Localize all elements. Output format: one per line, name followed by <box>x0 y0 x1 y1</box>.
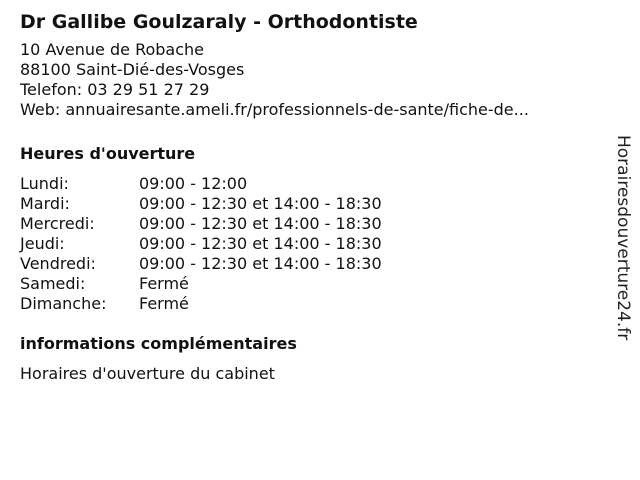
phone-number[interactable]: 03 29 51 27 29 <box>87 80 210 99</box>
address-city: 88100 Saint-Dié-des-Vosges <box>20 60 245 79</box>
page-title: Dr Gallibe Goulzaraly - Orthodontiste <box>20 11 418 33</box>
opening-hours-list <box>20 174 600 314</box>
site-watermark: Horairesdouverture24.fr <box>613 135 633 341</box>
address-street: 10 Avenue de Robache <box>20 40 204 59</box>
day-hours: 09:00 - 12:30 et 14:00 - 18:30 <box>139 234 382 253</box>
day-label: Mardi: <box>20 194 70 213</box>
day-label: Jeudi: <box>20 234 65 253</box>
day-hours: 09:00 - 12:30 et 14:00 - 18:30 <box>139 214 382 233</box>
opening-hours-heading: Heures d'ouverture <box>20 144 196 163</box>
hours-row-mardi <box>20 194 600 214</box>
listing-card <box>20 8 600 384</box>
web-label: Web: <box>20 100 61 119</box>
day-label: Mercredi: <box>20 214 95 233</box>
day-label: Samedi: <box>20 274 86 293</box>
web-row <box>20 100 600 120</box>
day-hours: 09:00 - 12:30 et 14:00 - 18:30 <box>139 194 382 213</box>
day-hours: 09:00 - 12:30 et 14:00 - 18:30 <box>139 254 382 273</box>
day-hours: Fermé <box>139 274 189 293</box>
day-hours: 09:00 - 12:00 <box>139 174 248 193</box>
day-label: Vendredi: <box>20 254 96 273</box>
hours-row-jeudi <box>20 234 600 254</box>
day-label: Dimanche: <box>20 294 107 313</box>
hours-row-samedi <box>20 274 600 294</box>
hours-row-lundi <box>20 174 600 194</box>
additional-info-text: Horaires d'ouverture du cabinet <box>20 364 275 383</box>
hours-row-dimanche <box>20 294 600 314</box>
phone-label: Telefon: <box>20 80 83 99</box>
additional-info-heading: informations complémentaires <box>20 334 297 353</box>
hours-row-vendredi <box>20 254 600 274</box>
web-link[interactable]: annuairesante.ameli.fr/professionnels-de-sante/fiche-de... <box>65 100 529 119</box>
day-label: Lundi: <box>20 174 69 193</box>
phone-row <box>20 80 600 100</box>
hours-row-mercredi <box>20 214 600 234</box>
day-hours: Fermé <box>139 294 189 313</box>
